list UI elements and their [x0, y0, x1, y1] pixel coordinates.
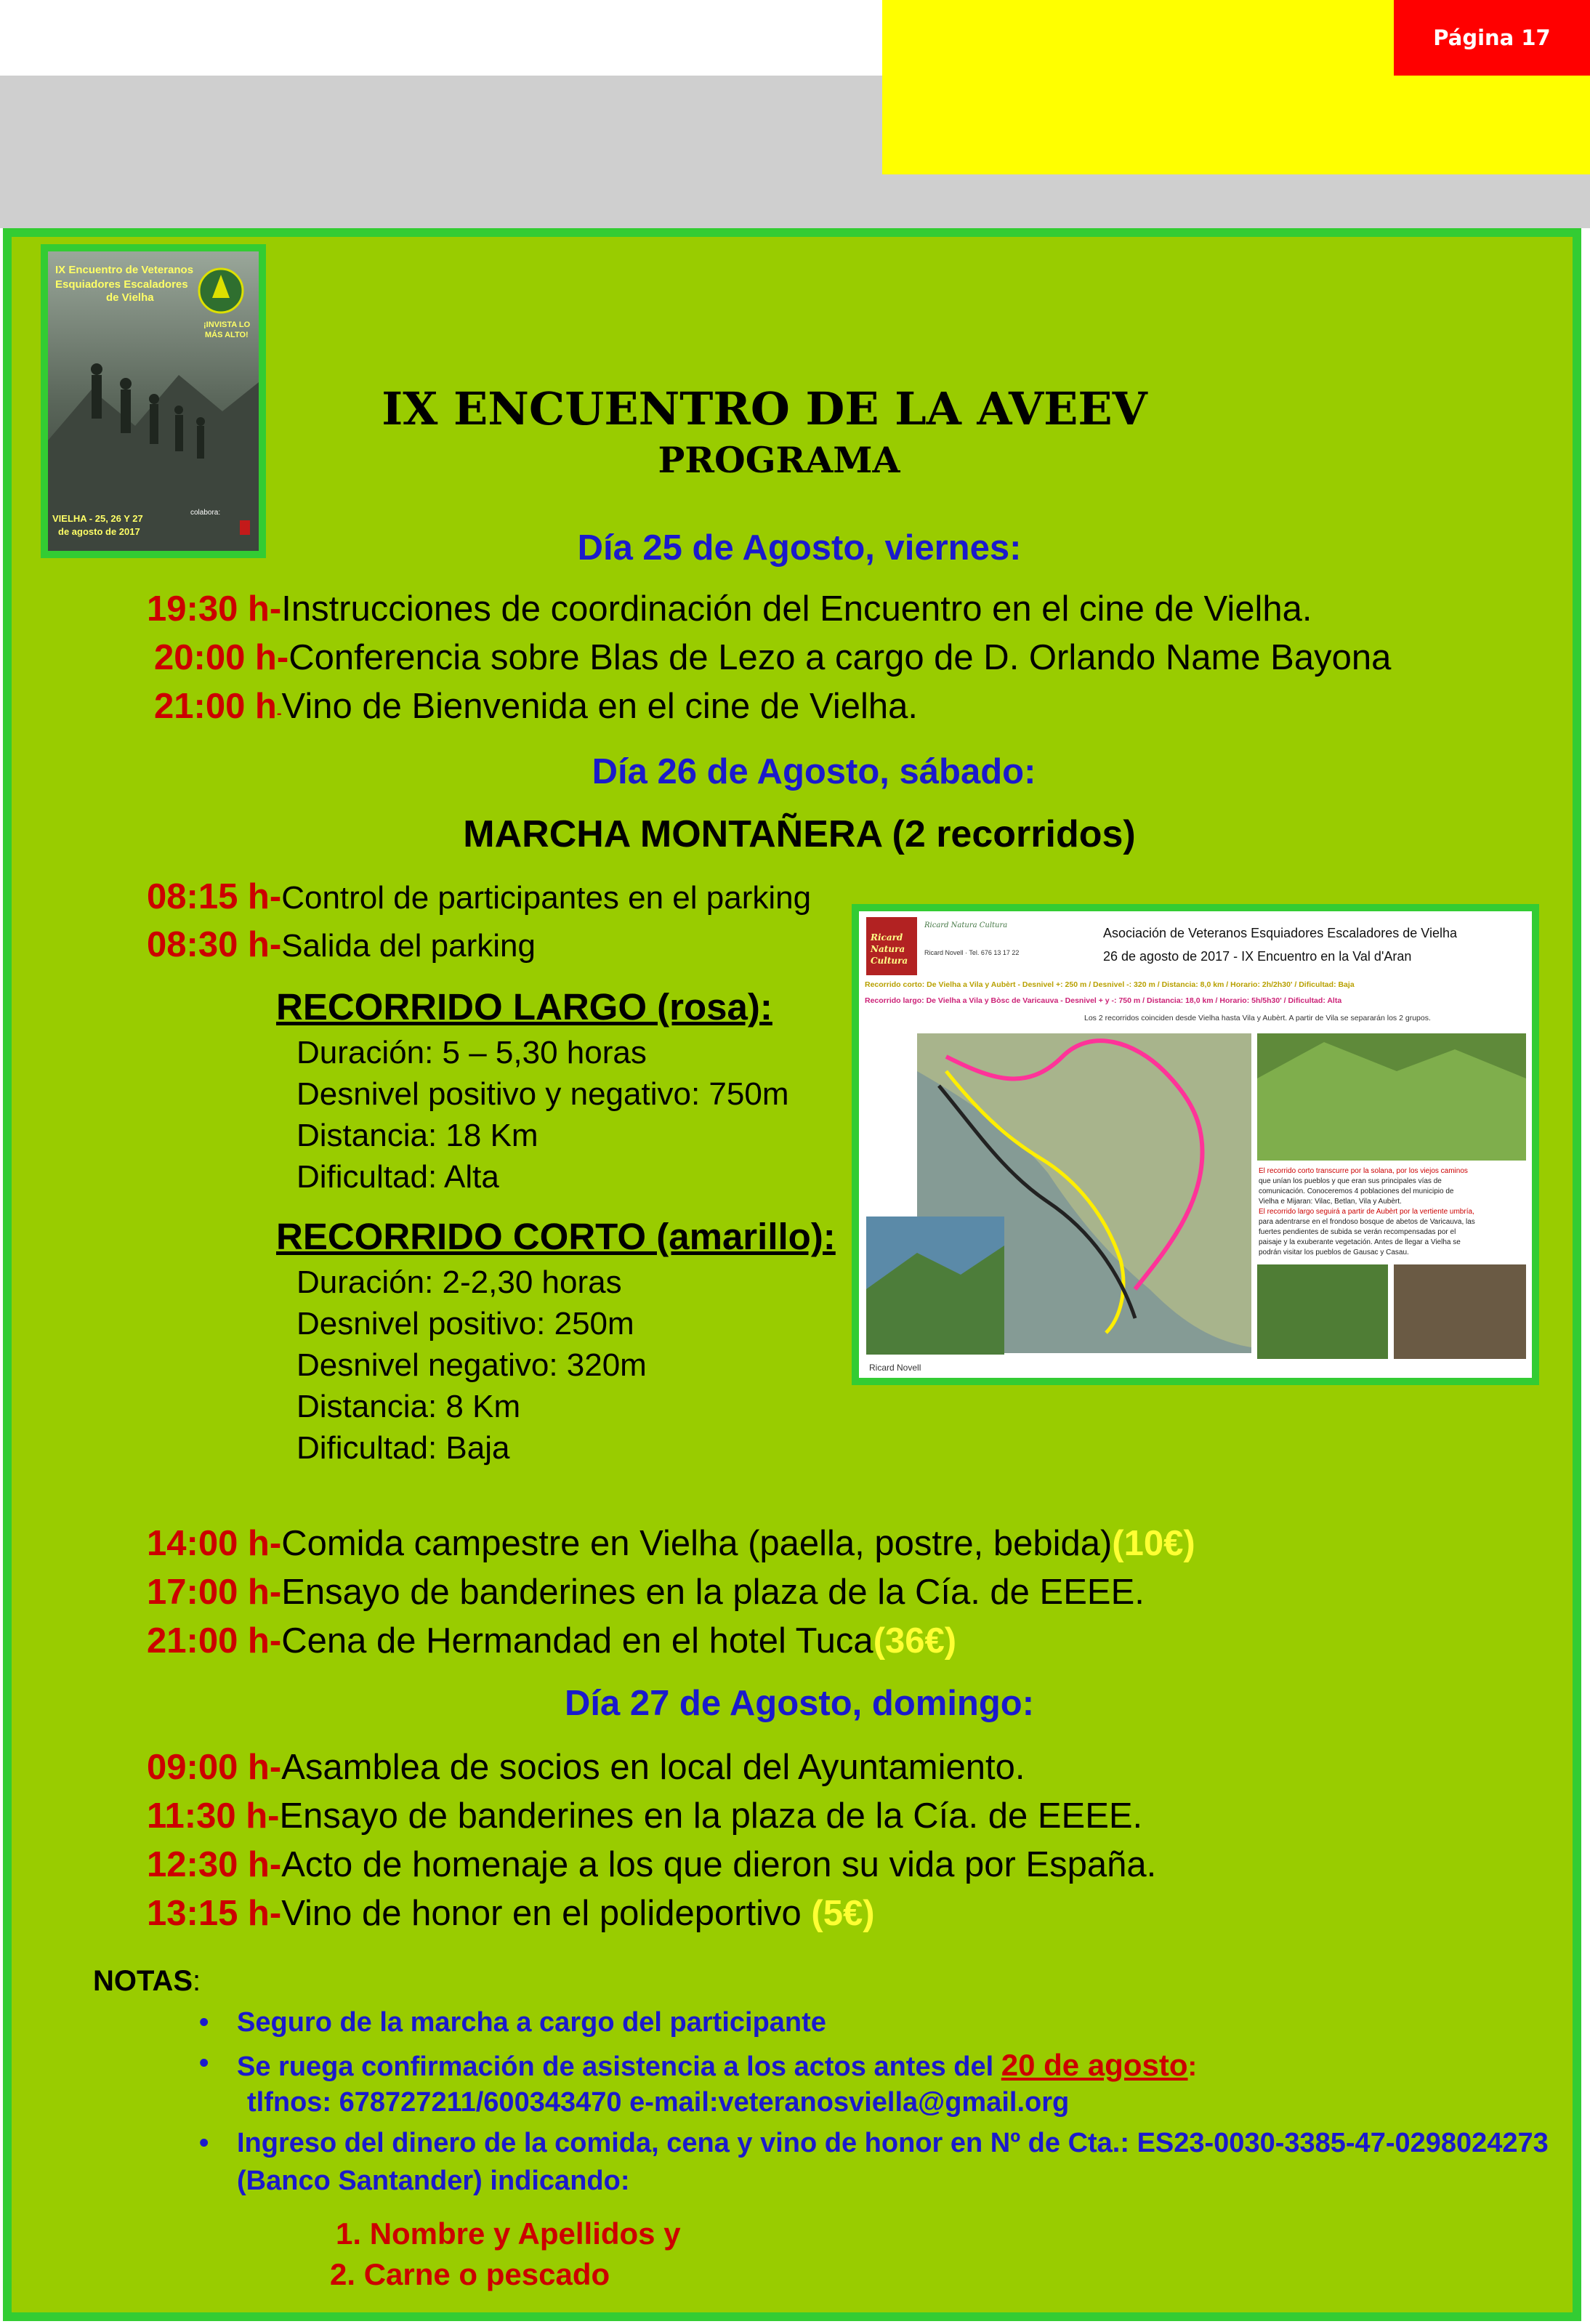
event-text: Instrucciones de coordinación del Encuentro en el cine de Vielha.: [281, 589, 1312, 629]
event-time: 12:30 h: [147, 1845, 270, 1884]
svg-text:Cultura: Cultura: [871, 956, 908, 966]
page-label: Página 17: [1433, 25, 1551, 50]
event-time: 20:00 h: [154, 638, 277, 677]
event-text: Acto de homenaje a los que dieron su vida por España.: [281, 1845, 1157, 1884]
poster-motto: ¡INVISTA LO: [203, 320, 251, 329]
svg-text:Natura: Natura: [871, 944, 905, 954]
day1-heading: Día 25 de Agosto, viernes:: [577, 528, 1022, 568]
notes-heading: [93, 1965, 201, 1998]
event-text: Cena de Hermandad en el hotel Tuca: [281, 1621, 873, 1661]
flyer-long-line: Recorrido largo: De Vielha a Vila y Bòsc de Varicauva - Desnivel + y -: 750 m / Distancia: 18,0 km / Horario: 5h/5h30' / Dificultad: Alta: [865, 996, 1342, 1005]
page-title: IX ENCUENTRO DE LA AVEEV: [382, 382, 1147, 435]
svg-text:Ricard Novell · Tel. 676 13 17: Ricard Novell · Tel. 676 13 17 22: [924, 949, 1020, 956]
note-item: • Ingreso del dinero de la comida, cena y vino de honor en Nº de Cta.: ES23-0030-3385-47-0298024273: [237, 2128, 1549, 2159]
event-time: 08:30 h: [147, 925, 270, 964]
flyer-note: Los 2 recorridos coinciden desde Vielha hasta Vila y Aubèrt. A partir de Vila se separarán los 2 grupos.: [1084, 1014, 1431, 1022]
schedule-line: 17:00 h-Ensayo de banderines en la plaza de la Cía. de EEEE.: [147, 1573, 1145, 1612]
short-route-detail: Desnivel negativo: 320m: [296, 1347, 647, 1383]
schedule-line: 09:00 h-Asamblea de socios en local del Ayuntamiento.: [147, 1748, 1025, 1787]
event-text: Comida campestre en Vielha (paella, postre, bebida): [281, 1524, 1113, 1563]
long-route-detail: Dificultad: Alta: [296, 1159, 499, 1195]
svg-text:El recorrido largo seguirá a p: El recorrido largo seguirá a partir de Aubèrt por la vertiente umbría,: [1259, 1208, 1474, 1216]
page-subtitle: PROGRAMA: [658, 439, 900, 481]
svg-text:paisaje y la exuberante vegeta: paisaje y la exuberante vegetación. Antes de llegar a Vielha se: [1259, 1238, 1461, 1246]
schedule-line: 13:15 h-Vino de honor en el polideportivo (5€): [147, 1894, 875, 1933]
poster-title: IX Encuentro de Veteranos: [55, 264, 194, 276]
poster-dates: VIELHA - 25, 26 Y 27: [52, 513, 143, 524]
event-time: 19:30 h: [147, 589, 270, 629]
event-time: 11:30 h: [147, 1796, 268, 1836]
note-item: • Se ruega confirmación de asistencia a los actos antes del 20 de agosto:: [237, 2048, 1197, 2083]
svg-text:de Vielha: de Vielha: [106, 291, 154, 304]
schedule-line: 12:30 h-Acto de homenaje a los que dieron su vida por España.: [147, 1845, 1157, 1884]
notes-colon: :: [193, 1965, 201, 1997]
march-title: MARCHA MONTAÑERA (2 recorridos): [463, 813, 1136, 855]
short-route-detail: Distancia: 8 Km: [296, 1389, 521, 1424]
long-route-detail: Duración: 5 – 5,30 horas: [296, 1035, 647, 1070]
day2-heading: Día 26 de Agosto, sábado:: [592, 752, 1036, 791]
event-text: Salida del parking: [281, 928, 536, 964]
event-text: Control de participantes en el parking: [281, 880, 812, 916]
schedule-line: 21:00 h-Vino de Bienvenida en el cine de Vielha.: [154, 687, 918, 726]
event-time: 21:00 h: [147, 1621, 270, 1661]
route-map-illustration: [859, 911, 1532, 1378]
event-text: Asamblea de socios en local del Ayuntamiento.: [281, 1748, 1025, 1787]
svg-text:que unían los pueblos y que er: que unían los pueblos y que eran sus principales vías de: [1259, 1177, 1442, 1185]
numbered-item: 2. Carne o pescado: [330, 2257, 610, 2291]
notes-label: NOTAS: [93, 1965, 193, 1997]
svg-text:Vielha e Mijaran: Vilac, Betla: Vielha e Mijaran: Vilac, Betlan, Vila y Aubèrt.: [1259, 1198, 1402, 1206]
event-time: 13:15 h: [147, 1894, 270, 1933]
price-badge: (10€): [1112, 1524, 1195, 1563]
schedule-line: 19:30 h-Instrucciones de coordinación del Encuentro en el cine de Vielha.: [147, 589, 1312, 629]
price-badge: (5€): [811, 1894, 875, 1933]
numbered-item: 1. Nombre y Apellidos y: [336, 2216, 681, 2251]
short-route-detail: Dificultad: Baja: [296, 1430, 510, 1466]
event-text: Ensayo de banderines en la plaza de la Cía. de EEEE.: [279, 1796, 1143, 1836]
poster-illustration: [48, 251, 259, 551]
flyer-org: Asociación de Veteranos Esquiadores Escaladores de Vielha: [1103, 926, 1457, 940]
flyer-event: 26 de agosto de 2017 - IX Encuentro en la Val d'Aran: [1103, 949, 1412, 964]
event-time: 08:15 h: [147, 877, 270, 916]
day3-heading: Día 27 de Agosto, domingo:: [564, 1684, 1035, 1723]
schedule-line: 14:00 h-Comida campestre en Vielha (paella, postre, bebida)(10€): [147, 1524, 1195, 1563]
event-text: Vino de Bienvenida en el cine de Vielha.: [281, 687, 918, 726]
event-time: 17:00 h: [147, 1573, 270, 1612]
event-text: Conferencia sobre Blas de Lezo a cargo de D. Orlando Name Bayona: [288, 638, 1392, 677]
event-text: Ensayo de banderines en la plaza de la Cía. de EEEE.: [281, 1573, 1145, 1612]
route-map-flyer: [852, 904, 1539, 1385]
page-number-tab: [1394, 0, 1590, 76]
event-time: 21:00 h: [154, 687, 277, 726]
svg-text:Esquiadores Escaladores: Esquiadores Escaladores: [55, 278, 188, 291]
contact-line: tlfnos: 678727211/600343470 e-mail:veteranosviella@gmail.org: [247, 2087, 1070, 2118]
event-time: 09:00 h: [147, 1748, 270, 1787]
long-route-detail: Distancia: 18 Km: [296, 1118, 538, 1153]
deadline-date: 20 de agosto: [1001, 2048, 1188, 2082]
svg-text:fuertes pendientes de subida s: fuertes pendientes de subida se verán recompensadas por el: [1259, 1228, 1456, 1236]
svg-text:de agosto de 2017: de agosto de 2017: [58, 526, 140, 537]
short-route-detail: Duración: 2-2,30 horas: [296, 1264, 622, 1300]
event-poster-image: [41, 244, 266, 558]
schedule-line: 08:15 h-Control de participantes en el parking: [147, 877, 812, 916]
schedule-line: 11:30 h-Ensayo de banderines en la plaza de la Cía. de EEEE.: [147, 1796, 1143, 1836]
note-item-continuation: (Banco Santander) indicando:: [237, 2166, 630, 2196]
flyer-short-line: Recorrido corto: De Vielha a Vila y Aubèrt - Desnivel +: 250 m / Desnivel -: 320 m / Distancia: 8,0 km / Horario: 2h/2h30' / Dificultad: Baja: [865, 980, 1355, 989]
event-text: Vino de honor en el polideportivo: [281, 1894, 812, 1933]
note-item: • Seguro de la marcha a cargo del participante: [237, 2007, 826, 2038]
svg-text:comunicación. Conoceremos 4 po: comunicación. Conoceremos 4 poblaciones del municipio de: [1259, 1187, 1454, 1195]
event-time: 14:00 h: [147, 1524, 270, 1563]
schedule-line: 08:30 h-Salida del parking: [147, 925, 536, 964]
svg-text:MÁS ALTO!: MÁS ALTO!: [205, 331, 249, 339]
flyer-author: Ricard Novell: [869, 1363, 921, 1373]
short-route-title: RECORRIDO CORTO (amarillo):: [276, 1216, 836, 1257]
price-badge: (36€): [873, 1621, 957, 1661]
svg-text:El recorrido corto transcurre: El recorrido corto transcurre por la solana, por los viejos caminos: [1259, 1167, 1468, 1175]
poster-collab: colabora:: [190, 509, 221, 517]
long-route-title: RECORRIDO LARGO (rosa):: [276, 986, 772, 1028]
svg-text:podrán visitar los pueblos de: podrán visitar los pueblos de Gausac y Casau.: [1259, 1248, 1409, 1256]
schedule-line: 21:00 h-Cena de Hermandad en el hotel Tuca(36€): [147, 1621, 957, 1661]
svg-text:para adentrarse en el frondoso: para adentrarse en el frondoso bosque de abetos de Varicauva, las: [1259, 1218, 1475, 1226]
flyer-brand: Ricard Natura Cultura: [924, 921, 1008, 929]
long-route-detail: Desnivel positivo y negativo: 750m: [296, 1076, 789, 1112]
schedule-line: 20:00 h-Conferencia sobre Blas de Lezo a cargo de D. Orlando Name Bayona: [154, 638, 1392, 677]
svg-text:Ricard: Ricard: [871, 932, 903, 943]
short-route-detail: Desnivel positivo: 250m: [296, 1306, 634, 1341]
